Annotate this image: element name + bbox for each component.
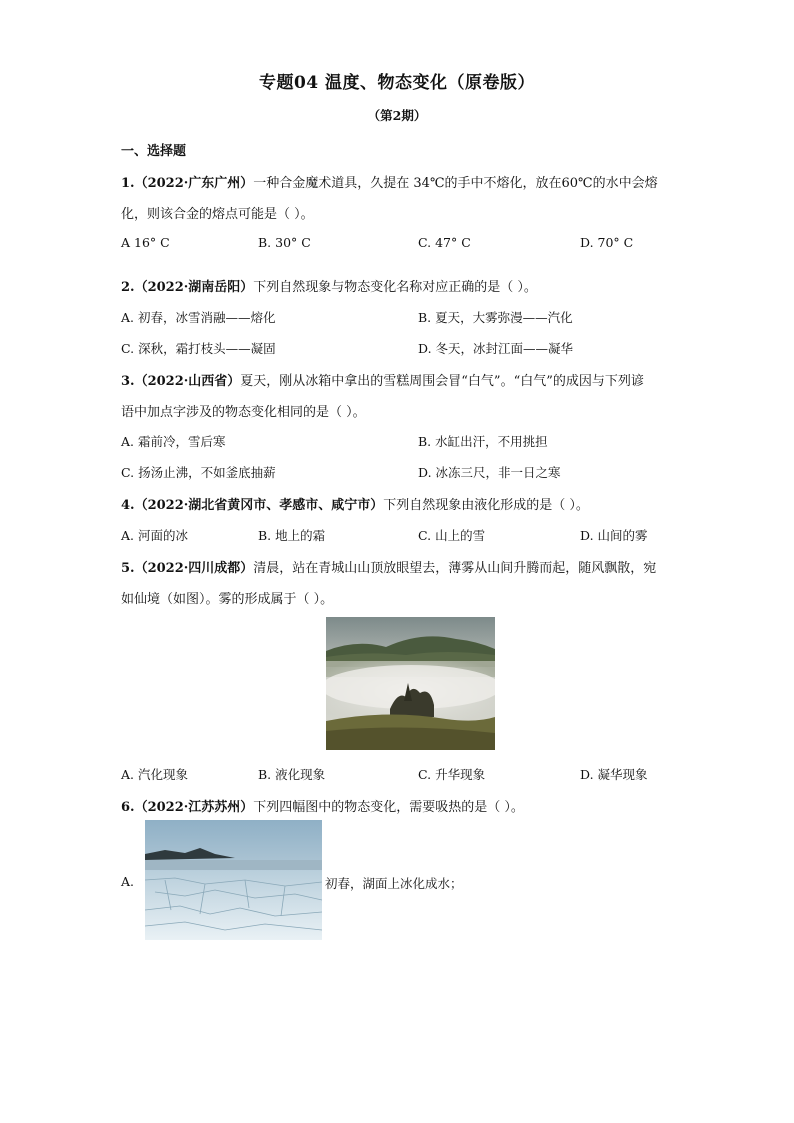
question-4-source: 4.（2022·湖北省黄冈市、孝感市、咸宁市） bbox=[121, 498, 384, 513]
question-1-source: 1.（2022·广东广州） bbox=[121, 176, 254, 191]
question-5-option-b[interactable]: B. 液化现象 bbox=[258, 767, 326, 782]
question-5-line-2: 如仙境（如图）。雾的形成属于（ ）。 bbox=[121, 592, 334, 607]
question-3-option-b[interactable]: B. 水缸出汗，不用挑担 bbox=[418, 434, 548, 449]
question-2-option-c[interactable]: C. 深秋，霜打枝头——凝固 bbox=[121, 341, 276, 356]
question-5-text: 清晨，站在青城山山顶放眼望去，薄雾从山间升腾而起，随风飘散，宛 bbox=[253, 561, 657, 576]
question-3-option-c[interactable]: C. 扬汤止沸，不如釜底抽薪 bbox=[121, 465, 276, 480]
page-title: 专题04 温度、物态变化（原卷版） bbox=[258, 73, 536, 93]
question-1-option-c[interactable]: C. 47° C bbox=[418, 235, 471, 250]
question-2-text: 下列自然现象与物态变化名称对应正确的是（ ）。 bbox=[253, 280, 537, 295]
question-6-option-a-text[interactable]: 初春，湖面上冰化成水； bbox=[325, 876, 463, 891]
section-heading: 一、选择题 bbox=[121, 144, 187, 159]
question-2-line-1 bbox=[121, 276, 537, 295]
question-1-option-a[interactable]: A 16° C bbox=[121, 235, 170, 250]
question-2-option-a[interactable]: A. 初春，冰雪消融——熔化 bbox=[121, 310, 276, 325]
frozen-lake-photo bbox=[145, 820, 322, 940]
question-6-source: 6.（2022·江苏苏州） bbox=[121, 800, 254, 815]
question-4-option-d[interactable]: D. 山间的雾 bbox=[580, 528, 648, 543]
fog-mountain-photo bbox=[326, 617, 495, 750]
question-5-option-c[interactable]: C. 升华现象 bbox=[418, 767, 486, 782]
question-5-source: 5.（2022·四川成都） bbox=[121, 561, 254, 576]
question-4-option-a[interactable]: A. 河面的冰 bbox=[121, 528, 188, 543]
question-2-option-d[interactable]: D. 冬天，冰封江面——凝华 bbox=[418, 341, 574, 356]
question-6-text: 下列四幅图中的物态变化，需要吸热的是（ ）。 bbox=[253, 800, 524, 815]
question-1-line-2: 化，则该合金的熔点可能是（ ）。 bbox=[121, 207, 314, 222]
question-3-text: 夏天，刚从冰箱中拿出的雪糕周围会冒“白气”。“白气”的成因与下列谚 bbox=[240, 374, 644, 389]
question-1-option-d[interactable]: D. 70° C bbox=[580, 235, 634, 250]
question-6-line-1 bbox=[121, 796, 524, 815]
question-3-line-1 bbox=[121, 370, 644, 389]
question-1-line-1 bbox=[121, 172, 658, 191]
question-4-line-1 bbox=[121, 494, 589, 513]
question-4-option-b[interactable]: B. 地上的霜 bbox=[258, 528, 326, 543]
question-6-option-a-label[interactable]: A. bbox=[121, 874, 135, 889]
question-5-option-a[interactable]: A. 汽化现象 bbox=[121, 767, 188, 782]
question-2-source: 2.（2022·湖南岳阳） bbox=[121, 280, 254, 295]
question-3-option-a[interactable]: A. 霜前冷，雪后寒 bbox=[121, 434, 226, 449]
question-5-line-1 bbox=[121, 557, 656, 576]
question-4-text: 下列自然现象由液化形成的是（ ）。 bbox=[383, 498, 589, 513]
page-subtitle: （第2期） bbox=[367, 108, 427, 123]
question-3-line-2: 语中加点字涉及的物态变化相同的是（ ）。 bbox=[121, 405, 366, 420]
question-3-source: 3.（2022·山西省） bbox=[121, 374, 241, 389]
question-1-text: 一种合金魔术道具，久提在 34℃的手中不熔化，放在60℃的水中会熔 bbox=[253, 176, 658, 191]
question-3-option-d[interactable]: D. 冰冻三尺，非一日之寒 bbox=[418, 465, 561, 480]
question-5-option-d[interactable]: D. 凝华现象 bbox=[580, 767, 648, 782]
question-4-option-c[interactable]: C. 山上的雪 bbox=[418, 528, 486, 543]
question-2-option-b[interactable]: B. 夏天，大雾弥漫——汽化 bbox=[418, 310, 573, 325]
question-1-option-b[interactable]: B. 30° C bbox=[258, 235, 311, 250]
